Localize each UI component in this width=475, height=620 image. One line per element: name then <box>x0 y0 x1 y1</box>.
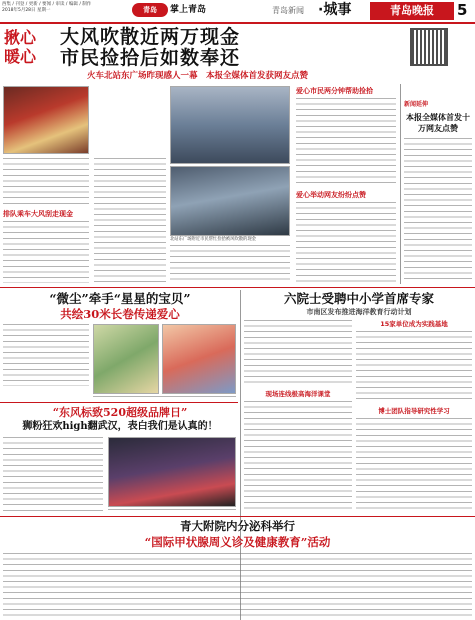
lead-tags <box>4 28 36 66</box>
story3-head2: 现场连线极高海洋课堂 <box>265 390 331 398</box>
section-rule-3 <box>0 516 475 517</box>
lead-photo-caption: 北站东广场附近市民帮忙捡拾被风吹散的现金 <box>170 237 256 242</box>
lead-headline <box>60 27 390 69</box>
sidebar-tag: 新闻延伸 <box>404 101 429 108</box>
masthead <box>0 0 475 22</box>
section-rule-1 <box>0 287 475 288</box>
story2-body-col2 <box>93 396 236 398</box>
story5-subtitle: “国际甲状腺周义诊及健康教育”活动 <box>144 535 331 549</box>
story3-body-col4 <box>356 418 472 511</box>
lead-body-col3 <box>170 245 290 283</box>
section-name: ·城事 <box>318 2 352 18</box>
story3-title: 六院士受聘中小学首席专家 <box>283 291 434 306</box>
lead-tag: 揪心 <box>4 28 37 47</box>
lead-body-col5 <box>296 202 396 283</box>
story2-body-col1 <box>3 324 89 386</box>
masthead-rule <box>0 22 475 24</box>
story4-body-col1 <box>3 437 103 513</box>
masthead-date: 2018年5月28日 星期一 <box>2 8 51 13</box>
story3-head1: 15家单位成为实践基地 <box>380 320 448 328</box>
site-name: 青岛新闻 <box>272 6 304 15</box>
brand-logo: 掌上青岛 <box>170 5 207 15</box>
lead-photo-center <box>170 86 290 164</box>
story3-body-col2 <box>356 331 472 403</box>
sidebar-body <box>404 138 472 283</box>
lead-tag: 暖心 <box>4 47 37 66</box>
story4-subtitle: 狮粉狂欢high翻武汉，表白我们是认真的！ <box>22 421 218 432</box>
qr-code <box>410 28 448 66</box>
sidebar-title: 本报全媒体首发十万网友点赞 <box>406 113 470 133</box>
paper-logo: 青岛晚报 <box>370 2 454 20</box>
lead-subtitle: 火车北站东广场昨现感人一幕 本报全媒体首发获网友点赞 <box>86 71 308 81</box>
story3-body-col1 <box>244 320 352 386</box>
page-number: 5 <box>457 1 468 19</box>
story4-body-col2 <box>108 509 236 513</box>
lead-photo-center2 <box>170 166 290 236</box>
lead-section-head: 排队乘车大风刮走现金 <box>3 210 73 218</box>
lead-right-head1: 爱心市民两分钟帮助捡拾 <box>296 87 373 95</box>
brand-mark: 青岛 <box>132 3 168 17</box>
lead-body-col2 <box>94 158 166 283</box>
lead-title-line: 市民捡拾后如数奉还 <box>60 47 241 69</box>
sidebar-divider <box>400 84 401 284</box>
story2-photo-1 <box>93 324 159 394</box>
story5-body <box>3 553 472 617</box>
masthead-info-line: 西集 / 刊登 / 更新 / 要闻 / 审读 / 编辑 / 制作 <box>2 2 92 7</box>
section-rule-2 <box>0 402 238 403</box>
story4-photo <box>108 437 236 507</box>
lead-photo-left <box>3 86 89 154</box>
masthead-info <box>2 2 122 14</box>
story3-subtitle: 市南区发布推进海洋教育行动计划 <box>306 308 412 316</box>
story5-title: 青大附院内分泌科举行 <box>180 519 295 533</box>
story2-photo-2 <box>162 324 236 394</box>
lead-body-col1 <box>3 158 89 206</box>
story3-head3: 博士团队指导研究性学习 <box>378 407 450 415</box>
lead-body-col4 <box>296 98 396 186</box>
story4-title: “东风标致520超级品牌日” <box>52 406 188 419</box>
lead-body-col1b <box>3 221 89 283</box>
lead-title-line: 大风吹散近两万现金 <box>60 26 241 48</box>
story2-title: “微尘”牵手“星星的宝贝” <box>49 291 191 306</box>
lead-right-head2: 爱心举动网友纷纷点赞 <box>296 191 366 199</box>
story3-body-col3 <box>244 401 352 511</box>
story2-subtitle: 共绘30米长卷传递爱心 <box>60 307 180 321</box>
